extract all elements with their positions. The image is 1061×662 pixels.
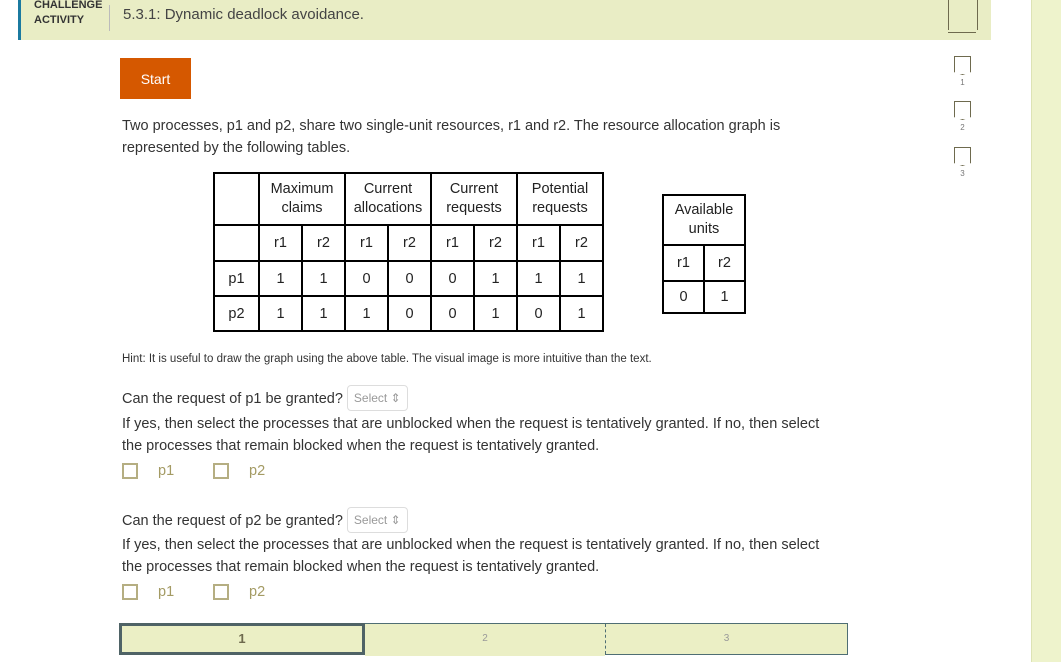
checkbox-p2-q2[interactable]: p2 (213, 584, 265, 600)
completion-badge-icon (948, 0, 978, 30)
table-cell: 0 (345, 261, 388, 296)
table-cell: 1 (345, 296, 388, 331)
table-cell: 1 (302, 261, 345, 296)
table-cell: 0 (663, 281, 704, 313)
question-2: Can the request of p2 be granted? Select ⇕ (122, 507, 842, 533)
divider (109, 5, 110, 31)
activity-type: CHALLENGE ACTIVITY (34, 0, 103, 26)
table-cell: r2 (388, 225, 431, 261)
table-cell: r1 (431, 225, 474, 261)
table-cell (214, 173, 259, 225)
progress-step-1[interactable]: 1 (119, 623, 365, 655)
table-cell: 1 (474, 296, 517, 331)
activity-header (18, 0, 991, 40)
table-cell: r1 (663, 245, 704, 281)
hint-text: Hint: It is useful to draw the graph using the above table. The visual image is more intuitive than the text. (122, 353, 652, 365)
table-cell: r1 (259, 225, 302, 261)
table-cell (214, 225, 259, 261)
progress-step-3[interactable]: 3 (605, 624, 847, 654)
table-cell: Maximum claims (259, 173, 345, 225)
table-cell: r2 (302, 225, 345, 261)
table-cell: p1 (214, 261, 259, 296)
question-1: Can the request of p1 be granted? Select ⇕ (122, 385, 842, 411)
table-cell: 0 (388, 261, 431, 296)
answer-select-1[interactable]: Select ⇕ (347, 385, 408, 411)
table-cell: 0 (388, 296, 431, 331)
table-cell: 1 (560, 261, 603, 296)
intro-text: Two processes, p1 and p2, share two single-unit resources, r1 and r2. The resource allocation graph is represented by the following tables. (122, 118, 781, 156)
level-2-indicator[interactable]: 2 (954, 101, 971, 132)
answer-select-2[interactable]: Select ⇕ (347, 507, 408, 533)
progress-step-2[interactable]: 2 (365, 624, 605, 656)
resource-table (213, 172, 604, 332)
table-cell: Current requests (431, 173, 517, 225)
instructions-2: If yes, then select the processes that are unblocked when the request is tentatively granted. If no, then select the processes that remain blocked when the request is tentatively granted. (122, 537, 820, 575)
table-cell: r2 (474, 225, 517, 261)
instructions-1: If yes, then select the processes that are unblocked when the request is tentatively granted. If no, then select the processes that remain blocked when the request is tentatively granted. (122, 416, 820, 454)
checkbox-p1-q2[interactable]: p1 (122, 584, 174, 600)
table-cell: 1 (302, 296, 345, 331)
activity-title: 5.3.1: Dynamic deadlock avoidance. (123, 6, 364, 23)
table-cell: Current allocations (345, 173, 431, 225)
table-cell: 0 (517, 296, 560, 331)
checkbox-p2-q1[interactable]: p2 (213, 463, 265, 479)
table-cell: r2 (704, 245, 745, 281)
checkbox-p1-q1[interactable]: p1 (122, 463, 174, 479)
table-cell: 0 (431, 296, 474, 331)
table-cell: r1 (517, 225, 560, 261)
available-units-table (662, 194, 746, 314)
table-cell: p2 (214, 296, 259, 331)
table-cell: Potential requests (517, 173, 603, 225)
table-cell: 1 (704, 281, 745, 313)
table-cell: 1 (259, 261, 302, 296)
table-cell: 1 (474, 261, 517, 296)
table-row (214, 296, 603, 331)
start-button[interactable]: Start (120, 58, 191, 99)
table-cell: 0 (431, 261, 474, 296)
table-cell: 1 (517, 261, 560, 296)
table-cell: r1 (345, 225, 388, 261)
table-row (214, 261, 603, 296)
table-cell: 1 (560, 296, 603, 331)
table-cell: r2 (560, 225, 603, 261)
level-3-indicator[interactable]: 3 (954, 147, 971, 178)
right-panel (1031, 0, 1061, 662)
table-cell: Available units (663, 195, 745, 245)
table-cell: 1 (259, 296, 302, 331)
level-1-indicator[interactable]: 1 (954, 56, 971, 87)
